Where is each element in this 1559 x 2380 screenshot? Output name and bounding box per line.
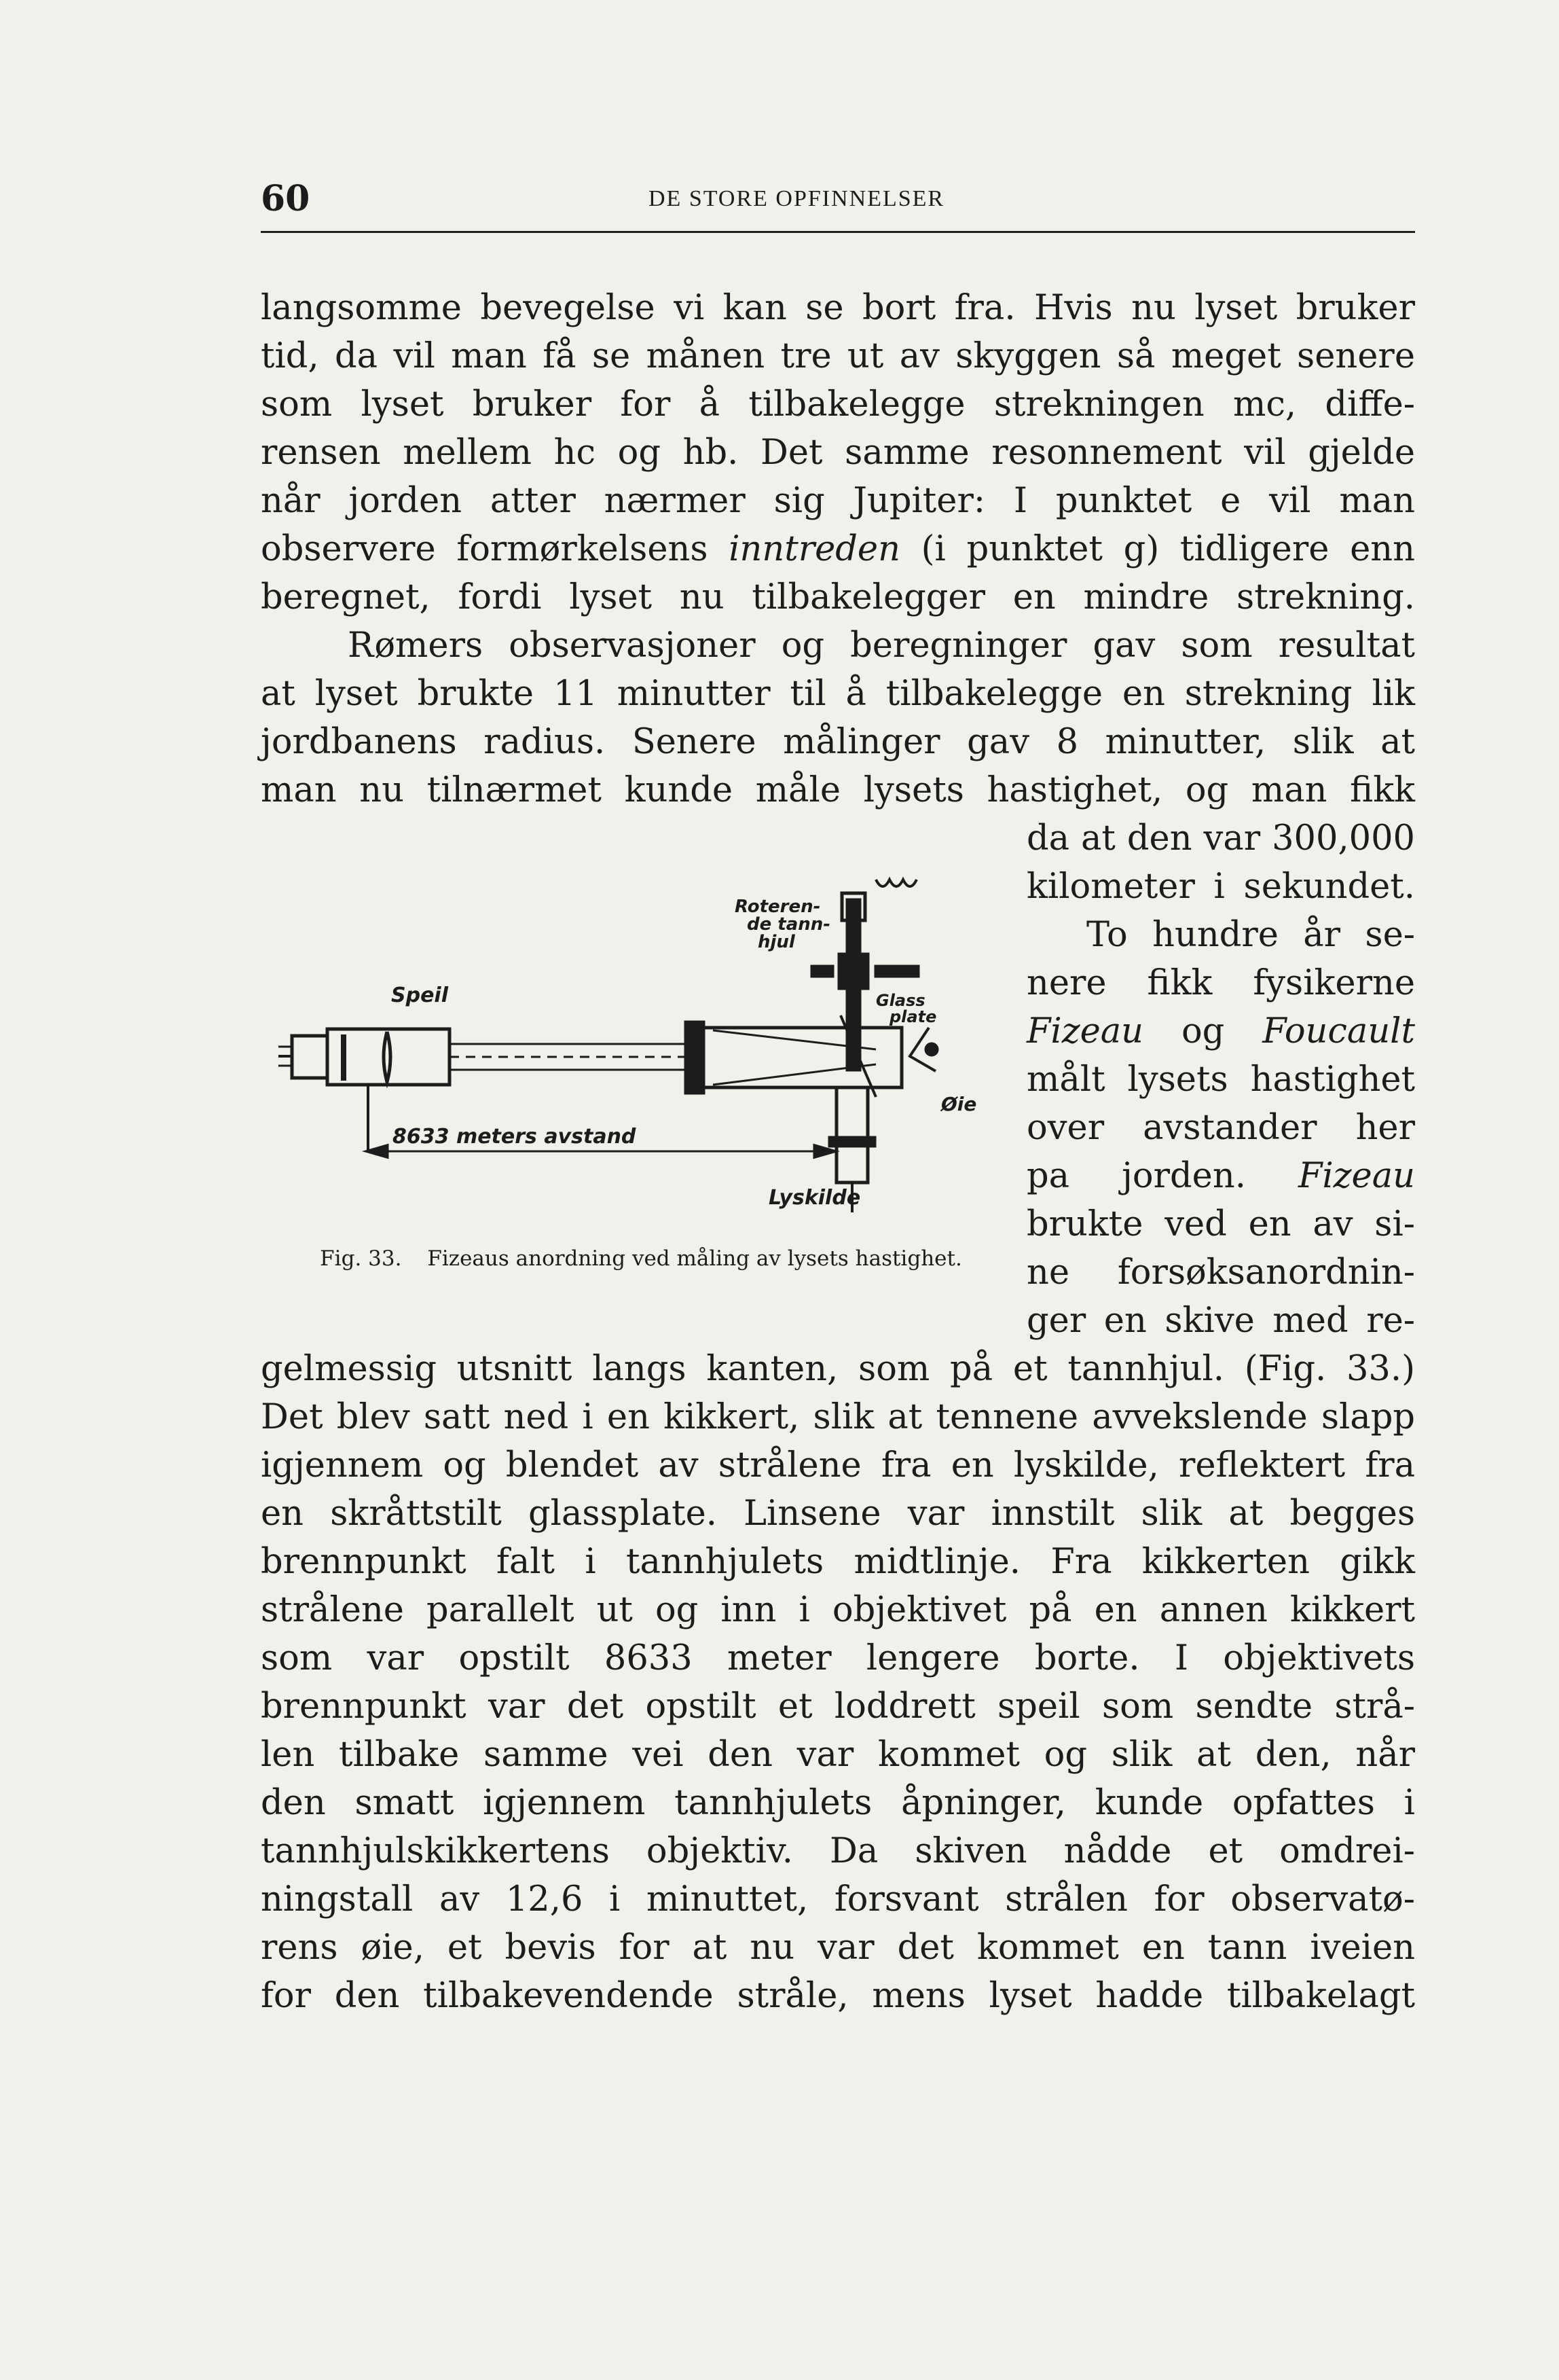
running-head: DE STORE OPFINNELSER <box>648 186 945 211</box>
text-line: brennpunkt var det opstilt et loddrett speil som sendte strå- <box>261 1687 1415 1727</box>
text-line: den smatt igjennem tannhjulets åpninger, kunde opfattes i <box>261 1783 1415 1823</box>
text-line: rens øie, et bevis for at nu var det kommet en tann iveien <box>261 1928 1415 1968</box>
text-line: en skråttstilt glassplate. Linsene var innstilt slik at begges <box>261 1494 1415 1534</box>
text-line: når jorden atter nærmer sig Jupiter: I punktet e vil man <box>261 481 1415 521</box>
text-line: at lyset brukte 11 minutter til å tilbakelegge en strekning lik <box>261 674 1415 714</box>
text-line: Rømers observasjoner og beregninger gav som resultat <box>348 626 1415 666</box>
text-line: jordbanens radius. Senere målinger gav 8 minutter, slik at <box>261 722 1415 762</box>
glass-label-line2: plate <box>889 1007 937 1026</box>
text-run-italic: Fizeau <box>1027 1011 1144 1051</box>
side-line: målt lysets hastighet <box>1027 1060 1415 1100</box>
text-line: tid, da vil man få se månen tre ut av skyggen så meget senere <box>261 336 1415 376</box>
side-line: da at den var 300,000 <box>1027 818 1415 859</box>
text-run: (i punktet g) tidligere enn <box>921 529 1415 569</box>
text-line: langsomme bevegelse vi kan se bort fra. Hvis nu lyset bruker <box>261 288 1415 328</box>
eyepiece-tube <box>837 1087 868 1183</box>
side-line: nere fikk fysikerne <box>1027 963 1415 1003</box>
caption-label: Fig. 33. <box>320 1246 402 1271</box>
text-line: ningstall av 12,6 i minuttet, forsvant strålen for observatø- <box>261 1879 1415 1919</box>
text-run-italic: Fizeau <box>1298 1156 1415 1196</box>
text-line: man nu tilnærmet kunde måle lysets hastighet, og man fikk <box>261 770 1415 810</box>
figure-caption <box>284 1247 998 1270</box>
figure-33 <box>278 852 1012 1240</box>
text-line: brennpunkt falt i tannhjulets midtlinje. Fra kikkerten gikk <box>261 1542 1415 1582</box>
side-line: kilometer i sekundet. <box>1027 867 1415 907</box>
side-line: To hundre år se- <box>1086 915 1415 955</box>
side-line <box>1027 1011 1415 1052</box>
distance-label: 8633 meters avstand <box>392 1125 636 1149</box>
eye-label: Øie <box>941 1093 977 1115</box>
text-line <box>261 529 1415 570</box>
text-line: strålene parallelt ut og inn i objektivet på en annen kikkert <box>261 1590 1415 1630</box>
mirror-cap <box>292 1036 327 1078</box>
side-line: brukte ved en av si- <box>1027 1204 1415 1244</box>
text-line: for den tilbakevendende stråle, mens lyset hadde tilbakelagt <box>261 1976 1415 2016</box>
side-line: ne forsøksanordnin- <box>1027 1252 1415 1293</box>
wheel-label-line3: hjul <box>758 932 795 952</box>
text-run-italic: Foucault <box>1262 1011 1415 1051</box>
text-run: observere formørkelsens <box>261 529 708 569</box>
wheel-label-line2: de tann- <box>747 914 831 935</box>
text-line: Det blev satt ned i en kikkert, slik at tennene avvekslende slapp <box>261 1397 1415 1437</box>
side-line <box>1027 1156 1415 1197</box>
glass-label-line1: Glass <box>876 991 925 1010</box>
source-label: Lyskilde <box>769 1186 861 1210</box>
side-line: ger en skive med re- <box>1027 1301 1415 1341</box>
caption-text: Fizeaus anordning ved måling av lysets hastighet. <box>427 1246 962 1271</box>
telescope-tube <box>703 1028 902 1087</box>
header-rule <box>261 231 1415 233</box>
text-line: som var opstilt 8633 meter lengere borte. I objektivets <box>261 1638 1415 1678</box>
text-run: og <box>1181 1011 1225 1051</box>
text-line: tannhjulskikkertens objektiv. Da skiven nådde et omdrei- <box>261 1831 1415 1871</box>
text-line: som lyset bruker for å tilbakelegge strekningen mc, diffe- <box>261 384 1415 425</box>
fizeau-apparatus-diagram <box>278 852 1012 1240</box>
text-line: igjennem og blendet av strålene fra en lyskilde, reflektert fra <box>261 1445 1415 1485</box>
mirror-lens <box>384 1032 390 1082</box>
text-line: len tilbake samme vei den var kommet og slik at den, når <box>261 1735 1415 1775</box>
text-line: beregnet, fordi lyset nu tilbakelegger en mindre strekning. <box>261 577 1415 617</box>
text-line: gelmessig utsnitt langs kanten, som på et tannhjul. (Fig. 33.) <box>261 1349 1415 1389</box>
text-run-italic: inntreden <box>729 529 900 569</box>
mirror-label: Speil <box>391 984 448 1007</box>
text-run: pa jorden. <box>1027 1156 1246 1196</box>
telescope-front <box>686 1022 703 1093</box>
side-line: over avstander her <box>1027 1108 1415 1148</box>
page-number: 60 <box>261 178 310 219</box>
wheel-label-line1: Roteren- <box>735 897 821 917</box>
text-line: rensen mellem hc og hb. Det samme resonnement vil gjelde <box>261 433 1415 473</box>
